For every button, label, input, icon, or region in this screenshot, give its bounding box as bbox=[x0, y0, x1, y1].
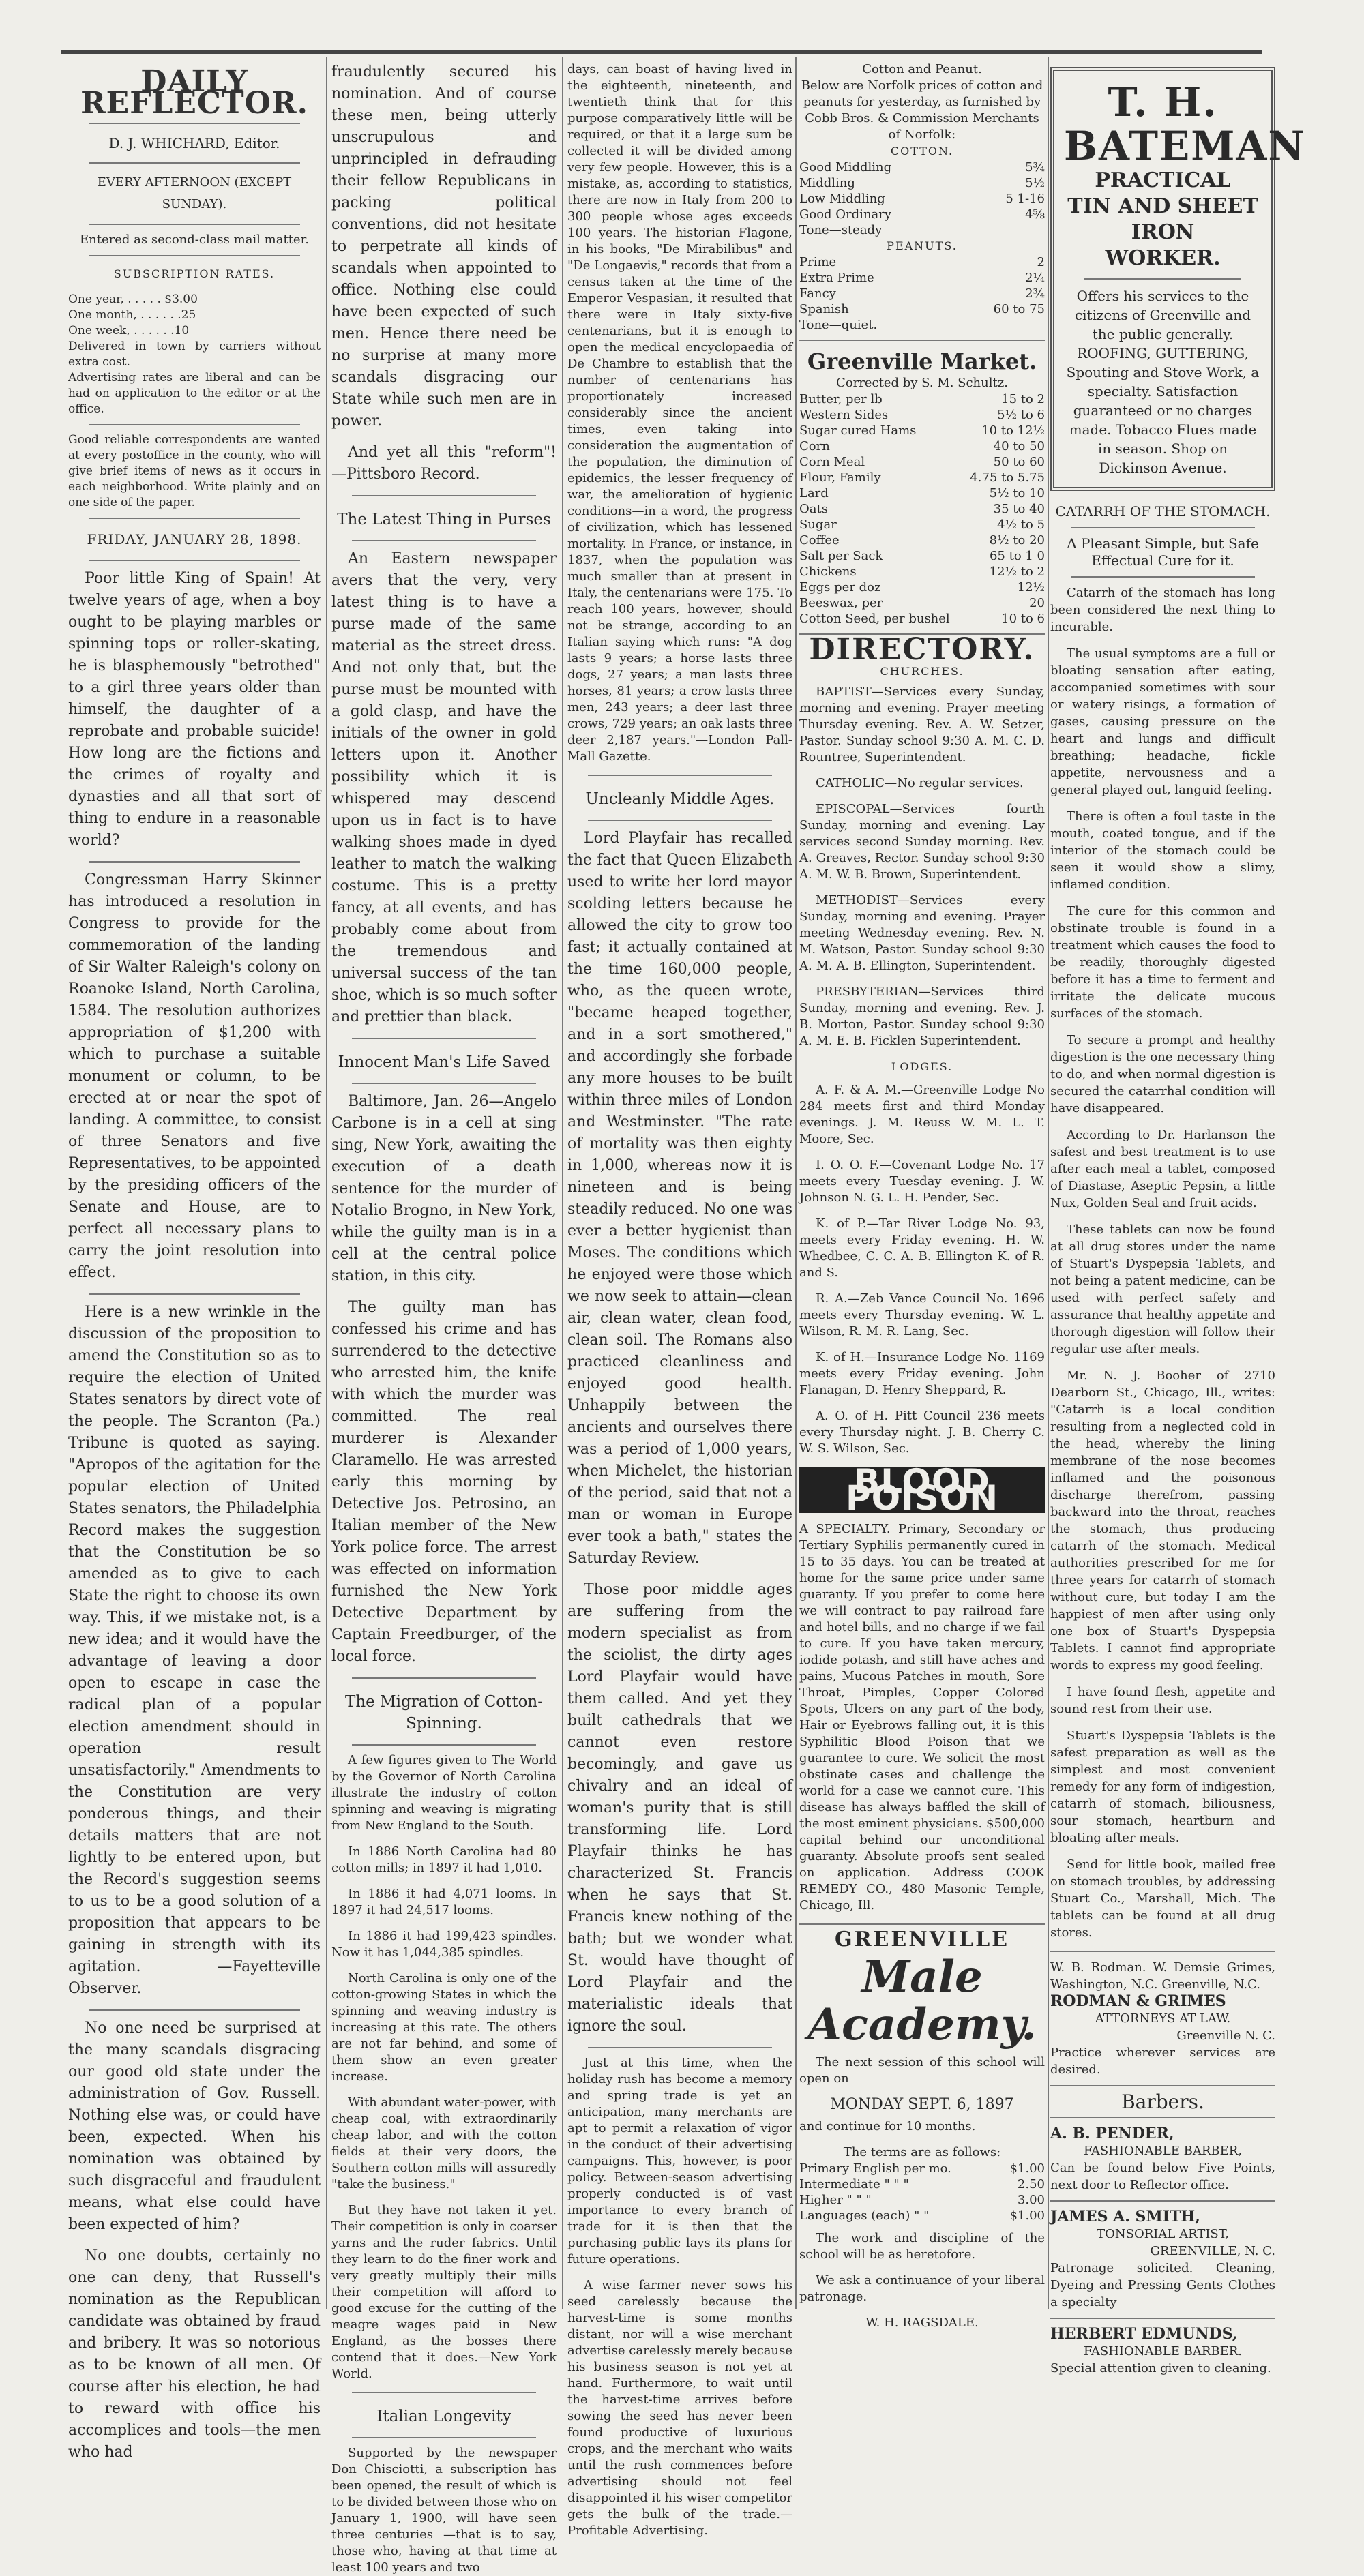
lodge-entry: K. of H.—Insurance Lodge No. 1169 meets every Friday evening. John Flanagan, D. Henry Sheppard, R. bbox=[799, 1350, 1045, 1397]
church-entry: PRESBYTERIAN—Services third Sunday, morning and evening. Rev. J. B. Morton, Pastor. Sunday school 9:30 A. M. E. B. Ficklen Superintendent. bbox=[799, 985, 1045, 1048]
article-paragraph: An Eastern newspaper avers that the very, very latest thing is to have a purse made of the same material as the street dress. And not only that, but the purse must be mounted with a gold clasp, and have the initials of the owner in gold letters upon it. Another possibility which it is whispered may descend upon us in fact is to have walking shoes made in dyed leather to match the walking costume. This is a pretty fancy, at all events, and has probably come about from the tremendous and universal success of the tan shoe, which is so much softer and prettier than black. bbox=[331, 550, 557, 1025]
table-row: Corn 40 to 50 bbox=[799, 439, 1045, 453]
article-paragraph: In 1886 it had 199,423 spindles. Now it has 1,044,385 spindles. bbox=[331, 1929, 557, 1960]
church-entry: CATHOLIC—No regular services. bbox=[816, 776, 1024, 790]
article-paragraph: Send for little book, mailed free on stomach troubles, by addressing Stuart Co., Marshall, Mich. The tablets can be found at all drug stores. bbox=[1050, 1857, 1275, 1940]
smith-name: JAMES A. SMITH, bbox=[1050, 2208, 1200, 2226]
bateman-sub: TIN AND SHEET IRON bbox=[1067, 194, 1258, 244]
article-paragraph: The usual symptoms are a full or bloating sensation after eating, accompanied sometimes with sour or watery risings, a formation of gases, causing pressure on the heart and lungs and difficult breathing; headache, fickle appetite, nervousness and a general played out, languid feeling. bbox=[1050, 646, 1275, 797]
table-row: Flour, Family 4.75 to 5.75 bbox=[799, 470, 1045, 485]
table-row: Chickens 12½ to 2 bbox=[799, 565, 1045, 579]
correspondence-note: Good reliable correspondents are wanted at every postoffice in the county, who will give brief items of news as it occurs in each neighborhood. Write plainly and on one side of the paper. bbox=[68, 433, 321, 509]
edmunds-name: HERBERT EDMUNDS, bbox=[1050, 2325, 1238, 2343]
lodges-label: LODGES. bbox=[891, 1060, 953, 1073]
column-rule bbox=[326, 57, 327, 2309]
article-paragraph: Lord Playfair has recalled the fact that Queen Elizabeth used to write her lord mayor scolding letters because he allowed the city to grow too fast; it actually contained at the time 160,000 people, who, as the queen wrote, "became heaped together, and in a sort smothered," and accordingly she forbade any more houses to be built within three miles of London and Westminster. "The rate of mortality was then eighty in 1,000, whereas now it is nineteen and is being steadily reduced. No one was ever a better hygienist than Moses. The conditions which he enjoyed were those which we now seek to attain—clean air, clean water, clean food, clean soil. The Romans also practiced cleanliness and enjoyed good health. Unhappily between the ancients and ourselves there was a period of 1,000 years, when Michelet, the historian of the period, said that not a man or woman in Europe ever took a bath," states the Saturday Review. bbox=[567, 830, 792, 1567]
academy-sign: W. H. RAGSDALE. bbox=[865, 2316, 979, 2330]
bateman-ad bbox=[1050, 67, 1306, 491]
table-row: Prime 2 bbox=[799, 255, 1045, 269]
academy-title: Male Academy. bbox=[807, 1951, 1037, 2050]
edmunds-text: Special attention given to cleaning. bbox=[1050, 2361, 1271, 2376]
rates-line: One month, . . . . . .25 bbox=[68, 308, 196, 322]
smith-role: TONSORIAL ARTIST, bbox=[1097, 2227, 1229, 2241]
table-row: Salt per Sack 65 to 1 0 bbox=[799, 549, 1045, 563]
schedule-line: EVERY AFTERNOON (EXCEPT SUNDAY). bbox=[97, 175, 292, 211]
blood-poison-text: A SPECIALTY. Primary, Secondary or Tertiary Syphilis permanently cured in 15 to 35 days. You can be treated at home for the same price under same guaranty. If you prefer to come here we will contract to pay railroad fare and hotel bills, and no charge if we fail to cure. If you have taken mercury, iodide potash, and still have aches and pains, Mucous Patches in mouth, Sore Throat, Pimples, Copper Colored Spots, Ulcers on any part of the body, Hair or Eyebrows falling out, it is this Syphilitic Blood Poison that we guarantee to cure. We solicit the most obstinate cases and challenge the world for a case we cannot cure. This disease has always baffled the skill of the most eminent physicians. $500,000 capital behind our unconditional guaranty. Absolute proofs sent sealed on application. Address COOK REMEDY CO., 480 Masonic Temple, Chicago, Ill. bbox=[799, 1522, 1045, 1913]
pender-role: FASHIONABLE BARBER, bbox=[1083, 2144, 1243, 2158]
bateman-sub: WORKER. bbox=[1105, 246, 1221, 270]
article-paragraph: In 1886 it had 4,071 looms. In 1897 it had 24,517 looms. bbox=[331, 1887, 557, 1917]
article-headline: Uncleanly Middle Ages. bbox=[585, 790, 775, 808]
article-paragraph: No one doubts, certainly no one can deny, that Russell's nomination as the Republican candidate was obtained by fraud and bribery. It was so notorious as to be known of all men. Of course after his election, he had to reward with office his accomplices and tools—the men who had bbox=[68, 2247, 321, 2461]
smith-city: GREENVILLE, N. C. bbox=[1150, 2244, 1275, 2258]
academy-next: The next session of this school will open on bbox=[799, 2055, 1045, 2086]
rates-line: Advertising rates are liberal and can be had on application to the editor or at the office. bbox=[68, 371, 321, 416]
table-row: Cotton Seed, per bushel 10 to 6 bbox=[799, 612, 1045, 626]
table-row: Coffee 8½ to 20 bbox=[799, 533, 1045, 548]
column-rule bbox=[562, 57, 563, 2309]
article-paragraph: A wise farmer never sows his seed carelessly because the harvest-time is some months distant, nor will a wise merchant advertise carelessly merely because his business season is not yet at hand. Furthermore, to wait until the harvest-time arrives before sowing the seed has never been found productive of luxurious crops, and the merchant who waits until the rush commences before advertising should not feel disappointed it his wiser competitor gets the bulk of the trade.—Profitable Advertising. bbox=[567, 2278, 792, 2538]
article-paragraph: Mr. N. J. Booher of 2710 Dearborn St., Chicago, Ill., writes: "Catarrh is a local condition resulting from a neglected cold in the head, whereby the lining membrane of the nose becomes inflamed and the poisonous discharge therefrom, passing backward into the throat, reaches the stomach, thus producing catarrh of the stomach. Medical authorities prescribed for me for three years for catarrh of stomach without cure, but today I am the happiest of men after using only one box of Stuart's Dyspepsia Tablets. I cannot find appropriate words to express my good feeling. bbox=[1050, 1368, 1275, 1673]
table-row: Tone—steady bbox=[799, 223, 883, 237]
church-entry: EPISCOPAL—Services fourth Sunday, morning and evening. Lay services second Sunday morning. Rev. A. Greaves, Rector. Sunday school 9:30 A. M. W. B. Brown, Superintendent. bbox=[799, 802, 1045, 882]
rates-title: SUBSCRIPTION RATES. bbox=[113, 267, 276, 280]
table-row: Oats 35 to 40 bbox=[799, 502, 1045, 516]
article-paragraph: According to Dr. Harlanson the safest and best treatment is to use after each meal a tablet, composed of Diastase, Aseptic Pepsin, a little Nux, Golden Seal and fruit acids. bbox=[1050, 1128, 1275, 1210]
column-rule bbox=[1048, 57, 1049, 2309]
lawyers-firm: RODMAN & GRIMES bbox=[1050, 1992, 1226, 2010]
article-paragraph: fraudulently secured his nomination. And of course these men, being utterly unscrupulous and unprincipled in defrauding their fellow Republicans in packing political conventions, did not hesitate to perpetrate all kinds of scandals when appointed to office. Nothing else could have been expected of such men. Hence there need be no surprise at many more scandals disgracing our State while such men are in power. bbox=[331, 63, 557, 430]
edmunds-role: FASHIONABLE BARBER. bbox=[1083, 2344, 1243, 2358]
catarrh-title: CATARRH OF THE STOMACH. bbox=[1055, 503, 1271, 520]
article-headline: The Migration of Cotton-Spinning. bbox=[344, 1693, 543, 1733]
cotton-title: Cotton and Peanut. bbox=[862, 62, 982, 76]
barbers-title: Barbers. bbox=[1121, 2091, 1204, 2113]
column-rule bbox=[795, 57, 797, 2309]
table-row: Western Sides 5½ to 6 bbox=[799, 408, 1045, 422]
table-row: Lard 5½ to 10 bbox=[799, 486, 1045, 500]
market-title: Greenville Market. bbox=[807, 348, 1037, 374]
catarrh-sub: A Pleasant Simple, but Safe Effectual Cure for it. bbox=[1067, 535, 1259, 569]
article-paragraph: I have found flesh, appetite and sound rest from their use. bbox=[1050, 1685, 1275, 1716]
masthead-title: DAILY REFLECTOR. bbox=[80, 64, 308, 121]
lawyers-role: ATTORNEYS AT LAW. bbox=[1095, 2011, 1231, 2026]
issue-date: FRIDAY, JANUARY 28, 1898. bbox=[87, 531, 302, 548]
article-paragraph: These tablets can now be found at all drug stores under the name of Stuart's Dyspepsia Tablets, and not being a patent medicine, can be used with perfect safety and assurance that healthy appetite and thorough digestion will follow their regular use after meals. bbox=[1050, 1223, 1275, 1356]
cotton-label: COTTON. bbox=[890, 145, 954, 158]
academy-close: The work and discipline of the school will be as heretofore. bbox=[799, 2231, 1045, 2262]
entered-line: Entered as second-class mail matter. bbox=[80, 233, 309, 247]
church-entry: BAPTIST—Services every Sunday, morning and evening. Prayer meeting Thursday evening. Rev. A. W. Setzer, Pastor. Sunday school 9:30 A. M. C. D. Rountree, Superintendent. bbox=[799, 685, 1045, 764]
lodge-entry: A. O. of H. Pitt Council 236 meets every Thursday night. J. B. Cherry C. W. S. Wilson, Sec. bbox=[799, 1409, 1045, 1456]
pender-name: A. B. PENDER, bbox=[1050, 2125, 1174, 2142]
article-paragraph: Stuart's Dyspepsia Tablets is the safest preparation as well as the simplest and most convenient remedy for any form of indigestion, catarrh of stomach, biliousness, sour stomach, heartburn and bloating after meals. bbox=[1050, 1728, 1275, 1845]
article-paragraph: Those poor middle ages are suffering from the modern specialist as from the sciolist, the dirty ages Lord Playfair would have them called. And yet they built cathedrals that we cannot even restore becomingly, and gave us chivalry and an ideal of woman's purity that is still transforming life. Lord Playfair thinks he has characterized St. Francis when he says that St. Francis knew nothing of the bath; but we wonder what St. would have thought of Lord Playfair and the materialistic ideals that ignore the soul. bbox=[567, 1581, 792, 2035]
pender-text: Can be found below Five Points, next door to Reflector office. bbox=[1050, 2161, 1275, 2192]
table-row: Languages (each) " " $1.00 bbox=[799, 2208, 1045, 2223]
article-paragraph: Catarrh of the stomach has long been considered the next thing to incurable. bbox=[1050, 586, 1275, 634]
directory-title: DIRECTORY. bbox=[809, 632, 1035, 667]
article-paragraph: A few figures given to The World by the Governor of North Carolina illustrate the industry of cotton spinning and weaving is migrating from New England to the South. bbox=[331, 1753, 557, 1833]
cotton-table bbox=[799, 160, 1045, 238]
table-row: Higher " " " 3.00 bbox=[799, 2193, 1045, 2207]
table-row: Spanish 60 to 75 bbox=[799, 302, 1045, 316]
column-4 bbox=[799, 61, 1045, 2330]
article-paragraph: Just at this time, when the holiday rush has become a memory and spring trade is yet an anticipation, many merchants are apt to permit a relaxation of vigor in the conduct of their advertising campaigns. This, however, is poor policy. Between-season advertising properly conducted is of vast importance to every branch of trade for it is then that the purchasing public lays its plans for future operations. bbox=[567, 2056, 792, 2266]
bateman-sub: PRACTICAL bbox=[1095, 168, 1231, 192]
article-paragraph: Here is a new wrinkle in the discussion of the proposition to amend the Constitution so as to require the election of United States senators by direct vote of the people. The Scranton (Pa.) Tribune is quoted as saying. "Apropos of the agitation for the popular election of United States senators, the Philadelphia Record makes the suggestion that the Constitution be so amended as to give to each State the right to choose its own way. This, if we mistake not, is a new idea; and it would have the advantage of leaving a door open to escape in case the radical plan of a popular election amendment should in operation result unsatisfactorily." Amendments to the Constitution are very ponderous things, and their details matters that are not lightly to be entered upon, but the Record's suggestion seems to us to be a good solution of a proposition that appears to be gaining in strength with its agitation. —Fayetteville Observer. bbox=[68, 1304, 321, 1997]
rates-line: Delivered in town by carriers without extra cost. bbox=[68, 340, 321, 369]
lodge-entry: I. O. O. F.—Covenant Lodge No. 17 meets every Tuesday evening. J. W. Johnson N. G. L. H. Pender, Sec. bbox=[799, 1158, 1045, 1205]
table-row: Sugar 4½ to 5 bbox=[799, 518, 1045, 532]
article-paragraph: Congressman Harry Skinner has introduced a resolution in Congress to provide for the commemoration of the landing of Sir Walter Raleigh's colony on Roanoke Island, North Carolina, 1584. The resolution authorizes appropriation of $1,200 with which to purchase a suitable monument or column, to be erected at or near the spot of landing. A committee, to consist of three Senators and five Representatives, to be appointed by the presiding officers of the Senate and House, are to perfect all necessary plans to carry the joint resolution into effect. bbox=[68, 871, 321, 1281]
lodge-entry: R. A.—Zeb Vance Council No. 1696 meets every Thursday evening. W. L. Wilson, R. M. R. Lang, Sec. bbox=[799, 1291, 1045, 1338]
smith-text: Patronage solicited. Cleaning, Dyeing and Pressing Gents Clothes a specialty bbox=[1050, 2261, 1275, 2309]
churches-label: CHURCHES. bbox=[880, 665, 964, 678]
bateman-text: Offers his services to the citizens of Greenville and the public generally. ROOFING, GUTTERING, Spouting and Stove Work, a specialty. Satisfaction guaranteed or no charges made. Tobacco Flues made in season. Shop on Dickinson Avenue. bbox=[1066, 288, 1260, 476]
column-2 bbox=[331, 61, 557, 2575]
article-paragraph: The guilty man has confessed his crime and has surrendered to the detective who arrested him, the knife with which the murder was committed. The real murderer is Alexander Claramello. He was arrested early this morning by Detective Jos. Petrosino, an Italian member of the New York police force. The arrest was effected on information furnished the New York Detective Department by Captain Freedburger, of the local force. bbox=[331, 1299, 557, 1665]
cotton-intro: Below are Norfolk prices of cotton and peanuts for yesterday, as furnished by Cobb Bros. & Commission Merchants of Norfolk: bbox=[801, 78, 1043, 142]
market-sub: Corrected by S. M. Schultz. bbox=[836, 376, 1008, 390]
table-row: Low Middling 5 1-16 bbox=[799, 192, 1045, 206]
academy-continue: and continue for 10 months. bbox=[799, 2119, 976, 2133]
table-row: Intermediate " " " 2.50 bbox=[799, 2177, 1045, 2191]
article-paragraph: The cure for this common and obstinate trouble is found in a treatment which causes the food to be readily, thoroughly digested before it has a time to ferment and irritate the delicate mucous surfaces of the stomach. bbox=[1050, 904, 1275, 1021]
table-row: Beeswax, per 20 bbox=[799, 596, 1045, 610]
table-row: Butter, per lb 15 to 2 bbox=[799, 392, 1045, 406]
article-paragraph: North Carolina is only one of the cotton-growing States in which the spinning and weaving industry is increasing at this rate. The others are not far behind, and some of them show an even greater increase. bbox=[331, 1971, 557, 2084]
table-row: Middling 5½ bbox=[799, 176, 1045, 190]
table-row: Primary English per mo. $1.00 bbox=[799, 2161, 1045, 2176]
article-headline: The Latest Thing in Purses bbox=[337, 511, 551, 528]
market-table bbox=[799, 391, 1045, 627]
article-paragraph: Baltimore, Jan. 26—Angelo Carbone is in a cell at sing sing, New York, awaiting the execution of a death sentence for the murder of Notalio Brogno, in New York, while the guilty man is in a cell at the central police station, in this city. bbox=[331, 1093, 557, 1285]
article-paragraph: And yet all this "reform"! —Pittsboro Record. bbox=[331, 444, 557, 483]
article-paragraph: Supported by the newspaper Don Chisciotti, a subscription has been opened, the result of which is to be divided between those who on January 1, 1900, will have seen three centuries —that is to say, those who, having at that time at least 100 years and two bbox=[331, 2446, 557, 2575]
rates-line: One year, . . . . . $3.00 bbox=[68, 293, 198, 306]
lodge-entry: K. of P.—Tar River Lodge No. 93, meets every Friday evening. H. W. Whedbee, C. C. A. B. Ellington K. of R. and S. bbox=[799, 1216, 1045, 1280]
article-paragraph: Poor little King of Spain! At twelve years of age, when a boy ought to be playing marbles or spinning tops or roller-skating, he is blasphemously "betrothed" to a girl three years older than himself, the daughter of a reprobate and probable suicide! How long are the fictions and the crimes of royalty and dynasties and all that sort of thing to endure in a reasonable world? bbox=[68, 570, 321, 849]
lawyers-names: W. B. Rodman. W. Demsie Grimes, Washington, N.C. Greenville, N.C. bbox=[1050, 1960, 1275, 1992]
academy-date: MONDAY SEPT. 6, 1897 bbox=[830, 2096, 1014, 2113]
rates-line: One week, . . . . . .10 bbox=[68, 324, 190, 338]
table-row: Eggs per doz 12½ bbox=[799, 580, 1045, 595]
article-paragraph: With abundant water-power, with cheap coal, with extraordinarily cheap labor, and with the cotton fields at their very doors, the Southern cotton mills will assuredly "take the business." bbox=[331, 2095, 557, 2191]
table-row: Corn Meal 50 to 60 bbox=[799, 455, 1045, 469]
table-row: Fancy 2¾ bbox=[799, 286, 1045, 301]
peanut-label: PEANUTS. bbox=[887, 239, 958, 252]
lawyers-practice: Practice wherever services are desired. bbox=[1050, 2046, 1275, 2077]
table-row: Good Ordinary 4⅝ bbox=[799, 207, 1045, 222]
academy-ask: We ask a continuance of your liberal patronage. bbox=[799, 2273, 1045, 2304]
terms-table bbox=[799, 2161, 1045, 2223]
terms-label: The terms are as follows: bbox=[843, 2145, 1001, 2159]
article-paragraph: But they have not taken it yet. Their competition is only in coarser yarns and the ruder fabrics. Until they learn to do the finer work and very greatly multiply their mills their competition will afford to good excuse for the cutting of the meagre wages paid in New England, as the bosses there contend that it does.—New York World. bbox=[331, 2203, 557, 2381]
peanut-table bbox=[799, 254, 1045, 333]
editor-line: D. J. WHICHARD, Editor. bbox=[108, 135, 280, 151]
table-row: Tone—quiet. bbox=[799, 318, 878, 332]
lodge-entry: A. F. & A. M.—Greenville Lodge No 284 meets first and third Monday evenings. J. M. Reuss W. M. L. T. Moore, Sec. bbox=[799, 1083, 1045, 1146]
article-paragraph: In 1886 North Carolina had 80 cotton mills; in 1897 it had 1,010. bbox=[331, 1844, 557, 1875]
top-rule bbox=[61, 50, 1262, 54]
bateman-name: T. H. BATEMAN bbox=[1064, 79, 1306, 169]
article-headline: Innocent Man's Life Saved bbox=[338, 1053, 550, 1071]
column-3 bbox=[567, 61, 792, 2538]
column-5 bbox=[1050, 61, 1306, 2376]
article-paragraph: days, can boast of having lived in the eighteenth, nineteenth, and twentieth think that for this purpose comparatively little will be required, or that it a large sum be collected it will be divided among very few people. However, this is a mistake, as, according to statistics, there are now in Italy from 200 to 300 people whose ages exceeds 100 years. The historian Flagone, in his books, "De Mirabilibus" and "De Longaevis," records that from a census taken at the time of the Emperor Vespasian, it resulted that there were in Italy sixty-five centenarians, but it is enough to open the medical encyclopaedia of De Chambre to establish that the number of centenarians has proportionately increased considerably since the ancient times, even taking into consideration the augmentation of the population, the diminution of epidemics, the lesser frequency of war, the amelioration of hygienic conditions—in a word, the progress of civilization, which has lessened mortality. In France, or instance, in 1837, when the population was much smaller than at present in Italy, the centenarians were 175. To reach 100 years, however, should not be strange, according to an Italian saying which runs: "A dog lasts 9 years; a horse lasts three dogs, 27 years; a man lasts three horses, 81 years; a crow lasts three men, 243 years; a deer last three crows, 729 years; an oak lasts three deer 2,187 years."—London Pall-Mall Gazette. bbox=[567, 62, 792, 764]
lawyers-city: Greenville N. C. bbox=[1176, 2028, 1275, 2043]
article-headline: Italian Longevity bbox=[376, 2408, 512, 2425]
blood-poison-banner: BLOOD POISON bbox=[799, 1467, 1045, 1513]
article-paragraph: To secure a prompt and healthy digestion is the one necessary thing to do, and when normal digestion is secured the catarrhal condition will have disappeared. bbox=[1050, 1033, 1275, 1115]
table-row: Sugar cured Hams 10 to 12½ bbox=[799, 423, 1045, 438]
column-1 bbox=[68, 61, 321, 2461]
church-entry: METHODIST—Services every Sunday, morning and evening. Prayer meeting Wednesday evening. Rev. N. M. Watson, Pastor. Sunday school 9:30 A. M. A. B. Ellington, Superintendent. bbox=[799, 893, 1045, 973]
table-row: Extra Prime 2¼ bbox=[799, 271, 1045, 285]
academy-top: GREENVILLE bbox=[834, 1928, 1010, 1951]
article-paragraph: No one need be surprised at the many scandals disgracing our good old state under the administration of Gov. Russell. Nothing else was, or could have been, expected. When his nomination was obtained by such disgraceful and fraudulent means, what else could have been expected of him? bbox=[68, 2020, 321, 2233]
table-row: Good Middling 5¾ bbox=[799, 160, 1045, 175]
article-paragraph: There is often a foul taste in the mouth, coated tongue, and if the interior of the stomach could be seen it would show a slimy, inflamed condition. bbox=[1050, 809, 1275, 892]
